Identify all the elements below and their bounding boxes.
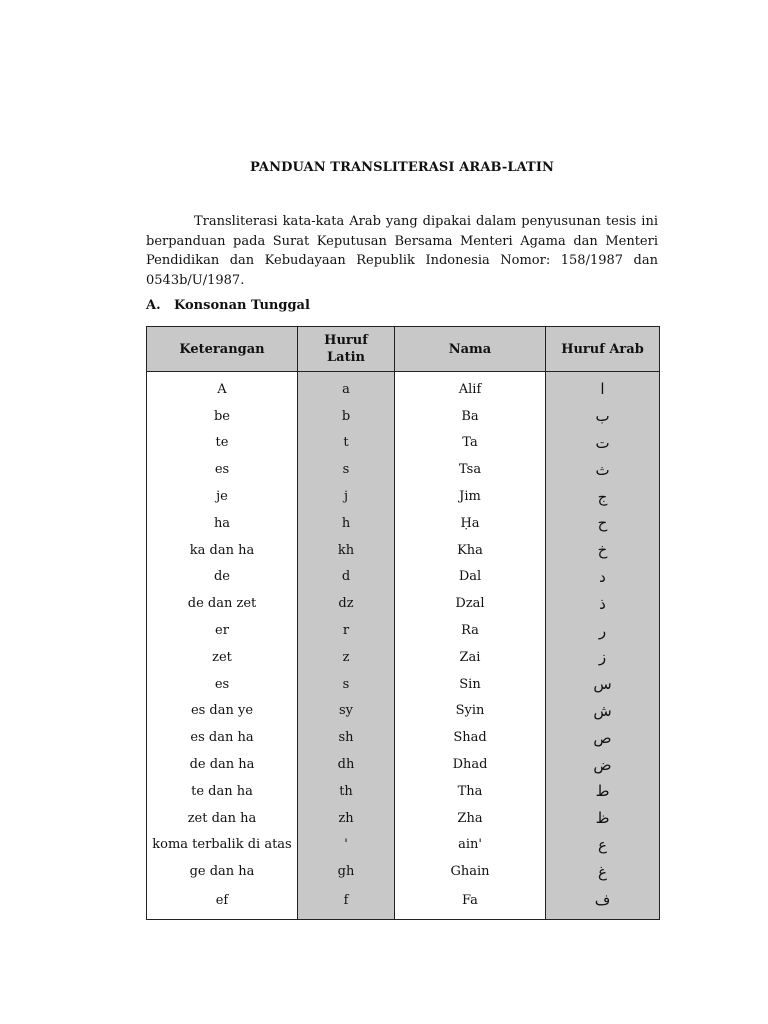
cell-nama: Syin: [395, 698, 546, 725]
cell-keterangan: te: [147, 430, 298, 457]
cell-keterangan: ef: [147, 885, 298, 920]
cell-huruf-latin: b: [298, 403, 395, 430]
table-body: [147, 372, 660, 920]
cell-huruf-latin: s: [298, 671, 395, 698]
cell-nama: Ta: [395, 430, 546, 457]
intro-paragraph: Transliterasi kata-kata Arab yang dipakai dalam penyusunan tesis ini berpanduan pada Surat Keputusan Bersama Menteri Agama dan Menteri Pendidikan dan Kebudayaan Republik Indonesia Nomor: 158/1987 dan 0543b/U/1987.: [146, 214, 658, 288]
cell-keterangan: de dan ha: [147, 751, 298, 778]
section-heading: [146, 298, 310, 313]
header-huruf-latin-line1: Huruf: [324, 333, 368, 348]
table-row: [147, 832, 660, 859]
header-huruf-latin: [298, 327, 395, 372]
cell-huruf-arab: ث: [546, 456, 660, 483]
cell-keterangan: es dan ye: [147, 698, 298, 725]
table-row: [147, 751, 660, 778]
header-keterangan: Keterangan: [147, 327, 298, 372]
cell-huruf-latin: z: [298, 644, 395, 671]
cell-nama: Fa: [395, 885, 546, 920]
cell-huruf-arab: ر: [546, 617, 660, 644]
table-row: [147, 671, 660, 698]
cell-huruf-latin: dh: [298, 751, 395, 778]
cell-huruf-arab: ض: [546, 751, 660, 778]
cell-huruf-arab: ذ: [546, 590, 660, 617]
cell-keterangan: koma terbalik di atas: [147, 832, 298, 859]
cell-keterangan: zet dan ha: [147, 805, 298, 832]
cell-nama: Ba: [395, 403, 546, 430]
section-letter: A.: [146, 298, 161, 313]
cell-huruf-latin: h: [298, 510, 395, 537]
cell-huruf-arab: ز: [546, 644, 660, 671]
header-huruf-latin-line2: Latin: [327, 350, 365, 365]
table-row: [147, 885, 660, 920]
table-row: [147, 698, 660, 725]
cell-huruf-latin: gh: [298, 858, 395, 885]
cell-huruf-latin: sy: [298, 698, 395, 725]
cell-nama: Sin: [395, 671, 546, 698]
cell-keterangan: de dan zet: [147, 590, 298, 617]
table-header-row: [147, 327, 660, 372]
cell-huruf-latin: d: [298, 564, 395, 591]
transliteration-table: [146, 326, 660, 920]
cell-huruf-arab: ج: [546, 483, 660, 510]
table-row: [147, 644, 660, 671]
cell-keterangan: ge dan ha: [147, 858, 298, 885]
cell-keterangan: er: [147, 617, 298, 644]
cell-huruf-arab: ع: [546, 832, 660, 859]
cell-huruf-latin: s: [298, 456, 395, 483]
cell-nama: Kha: [395, 537, 546, 564]
cell-nama: Tha: [395, 778, 546, 805]
cell-huruf-arab: د: [546, 564, 660, 591]
cell-huruf-arab: ب: [546, 403, 660, 430]
cell-huruf-latin: r: [298, 617, 395, 644]
cell-nama: ain': [395, 832, 546, 859]
cell-huruf-arab: ظ: [546, 805, 660, 832]
cell-nama: Tsa: [395, 456, 546, 483]
cell-nama: Ḥa: [395, 510, 546, 537]
cell-keterangan: es dan ha: [147, 724, 298, 751]
cell-huruf-latin: t: [298, 430, 395, 457]
cell-huruf-arab: ش: [546, 698, 660, 725]
cell-nama: Ghain: [395, 858, 546, 885]
table-row: [147, 617, 660, 644]
table-row: [147, 456, 660, 483]
table-row: [147, 590, 660, 617]
cell-nama: Dzal: [395, 590, 546, 617]
cell-nama: Dal: [395, 564, 546, 591]
cell-huruf-latin: a: [298, 372, 395, 403]
table-row: [147, 430, 660, 457]
table-row: [147, 483, 660, 510]
table-row: [147, 858, 660, 885]
table-row: [147, 724, 660, 751]
cell-keterangan: de: [147, 564, 298, 591]
cell-keterangan: es: [147, 456, 298, 483]
table-row: [147, 564, 660, 591]
cell-huruf-arab: غ: [546, 858, 660, 885]
header-huruf-arab: Huruf Arab: [546, 327, 660, 372]
cell-huruf-latin: j: [298, 483, 395, 510]
cell-keterangan: ka dan ha: [147, 537, 298, 564]
cell-huruf-latin: kh: [298, 537, 395, 564]
cell-keterangan: je: [147, 483, 298, 510]
cell-huruf-arab: ط: [546, 778, 660, 805]
cell-nama: Dhad: [395, 751, 546, 778]
cell-nama: Jim: [395, 483, 546, 510]
cell-huruf-latin: ': [298, 832, 395, 859]
table-row: [147, 805, 660, 832]
page-title: PANDUAN TRANSLITERASI ARAB-LATIN: [250, 160, 554, 175]
cell-huruf-arab: ح: [546, 510, 660, 537]
cell-huruf-arab: ص: [546, 724, 660, 751]
table-row: [147, 510, 660, 537]
cell-nama: Shad: [395, 724, 546, 751]
cell-huruf-latin: dz: [298, 590, 395, 617]
table-row: [147, 537, 660, 564]
cell-nama: Alif: [395, 372, 546, 403]
cell-keterangan: zet: [147, 644, 298, 671]
cell-huruf-arab: ت: [546, 430, 660, 457]
cell-huruf-arab: ا: [546, 372, 660, 403]
cell-huruf-latin: f: [298, 885, 395, 920]
header-nama: Nama: [395, 327, 546, 372]
cell-huruf-arab: خ: [546, 537, 660, 564]
table-row: [147, 403, 660, 430]
cell-huruf-latin: zh: [298, 805, 395, 832]
cell-keterangan: es: [147, 671, 298, 698]
cell-huruf-arab: ف: [546, 885, 660, 920]
cell-huruf-latin: sh: [298, 724, 395, 751]
section-title: Konsonan Tunggal: [174, 298, 310, 313]
cell-keterangan: te dan ha: [147, 778, 298, 805]
cell-nama: Zai: [395, 644, 546, 671]
cell-nama: Zha: [395, 805, 546, 832]
cell-keterangan: ha: [147, 510, 298, 537]
table-row: [147, 778, 660, 805]
table-row: [147, 372, 660, 403]
cell-nama: Ra: [395, 617, 546, 644]
cell-huruf-arab: س: [546, 671, 660, 698]
cell-huruf-latin: th: [298, 778, 395, 805]
cell-keterangan: be: [147, 403, 298, 430]
cell-keterangan: A: [147, 372, 298, 403]
